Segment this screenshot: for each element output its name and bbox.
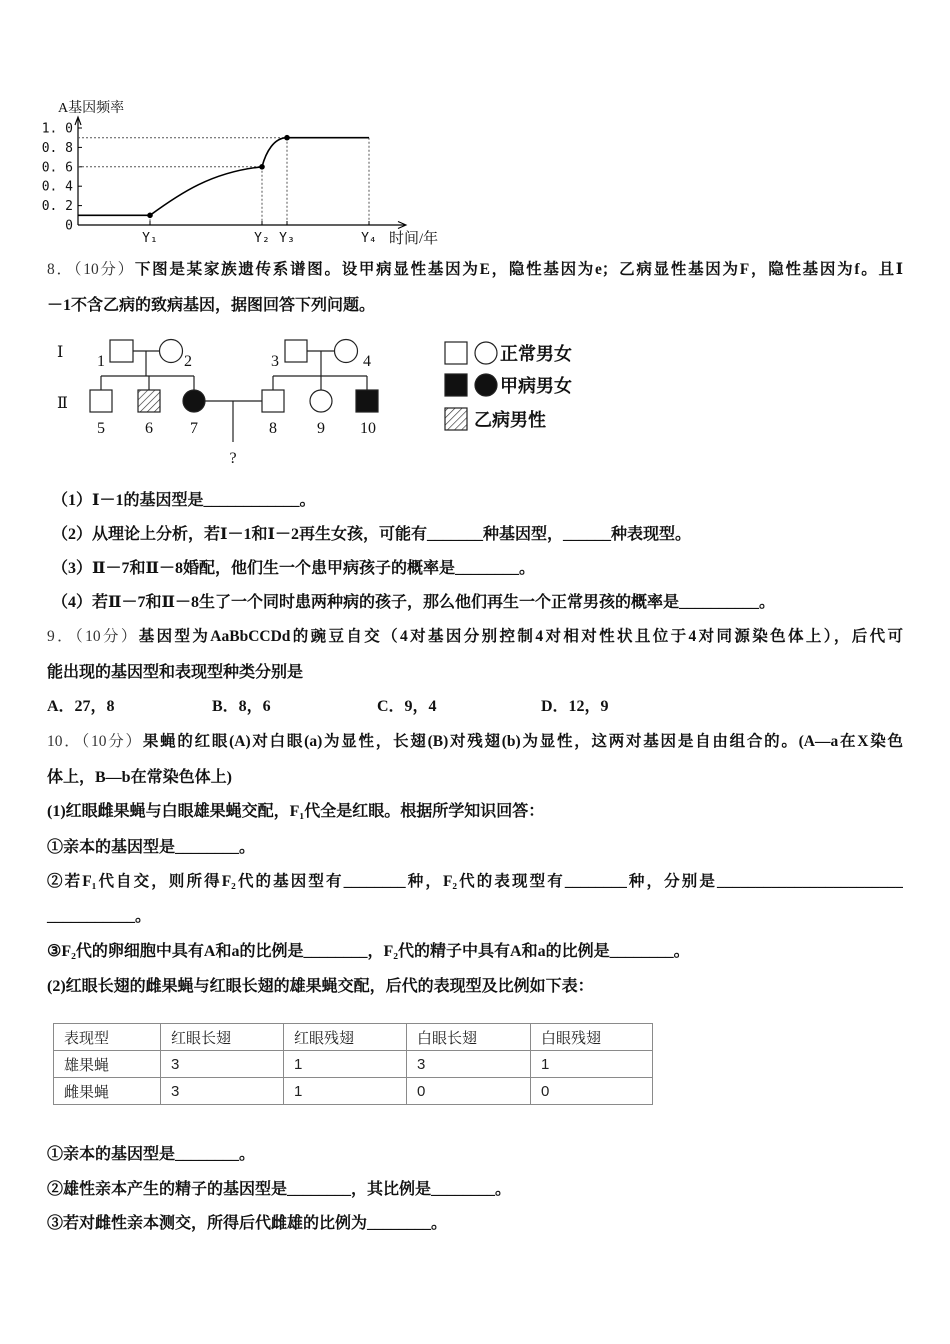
pedigree-lines-left [101, 351, 262, 442]
table-header-cell: 红眼残翅 [284, 1024, 407, 1051]
q8-sub-4: （4）若Ⅱ－7和Ⅱ－8生了一个同时患两种病的孩子，那么他们再生一个正常男孩的概率是__________。 [52, 594, 775, 611]
x-tick-label: Y₂ [254, 231, 270, 246]
table-header-cell: 白眼长翅 [407, 1024, 531, 1051]
table-cell: 0 [531, 1078, 653, 1105]
legend-disease-b-text: 乙病男性 [474, 410, 546, 430]
legend-disease-a-circle-icon [475, 374, 497, 396]
legend-disease-a-square-icon [445, 374, 467, 396]
individual-6-square-icon [138, 390, 160, 412]
x-tick-label: Y₃ [279, 231, 295, 246]
legend-normal-circle-icon [475, 342, 497, 364]
phenotype-table [53, 1023, 653, 1105]
individual-7-circle-icon [183, 390, 205, 412]
q9-option-a: A．27，8 [47, 698, 115, 715]
x-tick-label: Y₁ [142, 231, 158, 246]
individual-8-label: 8 [269, 420, 277, 437]
q8-sub-3: （3）Ⅱ－7和Ⅱ－8婚配，他们生一个患甲病孩子的概率是________。 [52, 560, 535, 577]
q10-part1-item-3: ③F₂代的卵细胞中具有A和a的比例是________，F₂代的精子中具有A和a的比例是________。 [47, 943, 690, 960]
q10-line2: 体上，B—b在常染色体上) [47, 769, 232, 786]
q10-part1-item-1: ①亲本的基因型是________。 [47, 839, 256, 856]
individual-3-label: 3 [271, 353, 279, 370]
q10-part2-title: (2)红眼长翅的雌果蝇与红眼长翅的雄果蝇交配，后代的表现型及比例如下表： [47, 978, 594, 995]
q10-part2-item-3: ③若对雌性亲本测交，所得后代雌雄的比例为________。 [47, 1215, 448, 1232]
table-cell: 雄果蝇 [54, 1051, 161, 1078]
individual-5-square-icon [90, 390, 112, 412]
pedigree-diagram [40, 330, 600, 475]
q9-option-c: C．9，4 [377, 698, 437, 715]
q9-option-b: B．8，6 [212, 698, 271, 715]
table-cell: 3 [407, 1051, 531, 1078]
individual-7-label: 7 [190, 420, 198, 437]
table-cell: 1 [284, 1051, 407, 1078]
legend-normal-square-icon [445, 342, 467, 364]
y-tick-label: 0. 8 [41, 140, 73, 156]
table-cell: 3 [161, 1051, 284, 1078]
table-cell: 雌果蝇 [54, 1078, 161, 1105]
individual-1-square-icon [110, 340, 133, 362]
y-tick-label: 0. 4 [41, 179, 73, 195]
q9-option-d: D．12，9 [541, 698, 609, 715]
q9-line1 [47, 625, 903, 649]
frequency-curve [78, 138, 369, 216]
table-header-cell: 表现型 [54, 1024, 161, 1051]
x-axis-label: 时间/年 [389, 231, 439, 247]
y-axis-label: A基因频率 [58, 101, 125, 116]
individual-3-square-icon [285, 340, 307, 362]
q9-text-line1: 基因型为AaBbCCDd的豌豆自交（4对基因分别控制4对相对性状且位于4对同源染色体上），后代可 [138, 628, 903, 645]
table-header-cell: 红眼长翅 [161, 1024, 284, 1051]
q8-line2: －1不含乙病的致病基因，据图回答下列问题。 [47, 297, 376, 314]
y-tick-label: 0. 2 [41, 199, 73, 215]
table-header-cell: 白眼残翅 [531, 1024, 653, 1051]
q8-line1 [47, 258, 903, 282]
individual-10-square-icon [356, 390, 378, 412]
individual-10-label: 10 [360, 420, 376, 437]
individual-9-label: 9 [317, 420, 325, 437]
legend-disease-a-text: 甲病男女 [500, 376, 572, 396]
data-point [284, 135, 290, 141]
table-header-row [54, 1024, 653, 1051]
individual-2-circle-icon [160, 340, 183, 363]
data-point [147, 213, 153, 219]
table-row [54, 1051, 653, 1078]
gene-frequency-chart [0, 0, 470, 255]
y-tick-label: 0 [65, 218, 73, 234]
individual-9-circle-icon [310, 390, 332, 412]
q10-line1 [47, 730, 903, 754]
individual-4-label: 4 [363, 353, 371, 370]
table-cell: 1 [531, 1051, 653, 1078]
q8-sub-1: （1）Ⅰ－1的基因型是____________。 [52, 492, 316, 509]
y-tick-label: 0. 6 [41, 160, 73, 176]
q10-part1-title: (1)红眼雌果蝇与白眼雄果蝇交配，F₁代全是红眼。根据所学知识回答： [47, 803, 545, 820]
q10-part1-item-2-cont: ___________。 [47, 908, 152, 925]
legend-normal-text: 正常男女 [500, 344, 572, 364]
q10-part1-item-2: ②若F₁代自交，则所得F₂代的基因型有________种，F₂代的表现型有________种，分别是________________________ [47, 873, 903, 890]
data-point [259, 164, 265, 170]
generation-label-1: Ⅰ [57, 344, 64, 361]
table-cell: 0 [407, 1078, 531, 1105]
individual-2-label: 2 [184, 353, 192, 370]
individual-4-circle-icon [335, 340, 358, 363]
generation-label-2: Ⅱ [57, 395, 68, 412]
y-tick-label: 1. 0 [41, 121, 73, 137]
table-cell: 1 [284, 1078, 407, 1105]
q8-sub-2: （2）从理论上分析，若Ⅰ－1和Ⅰ－2再生女孩，可能有_______种基因型，______种表现型。 [52, 526, 691, 543]
x-tick-label: Y₄ [361, 231, 377, 246]
individual-1-label: 1 [97, 353, 105, 370]
q10-part2-item-1: ①亲本的基因型是________。 [47, 1146, 256, 1163]
q9-number: 9．（10分） [47, 628, 139, 645]
individual-5-label: 5 [97, 420, 105, 437]
table-cell: 3 [161, 1078, 284, 1105]
legend-disease-b-square-icon [445, 408, 467, 430]
q8-number: 8．（10分） [47, 261, 135, 278]
individual-8-square-icon [262, 390, 284, 412]
offspring-unknown-label: ? [229, 450, 237, 467]
q10-number: 10．（10分） [47, 733, 143, 750]
q10-part2-item-2: ②雄性亲本产生的精子的基因型是________，其比例是________。 [47, 1181, 512, 1198]
q10-text-line1: 果蝇的红眼(A)对白眼(a)为显性，长翅(B)对残翅(b)为显性，这两对基因是自由组合的。(A—a在X染色 [142, 733, 903, 750]
q9-line2: 能出现的基因型和表现型种类分别是 [47, 664, 304, 681]
individual-6-label: 6 [145, 420, 153, 437]
table-row [54, 1078, 653, 1105]
q8-text-line1: 下图是某家族遗传系谱图。设甲病显性基因为E，隐性基因为e；乙病显性基因为F，隐性基因为f。且Ⅰ [134, 261, 903, 278]
